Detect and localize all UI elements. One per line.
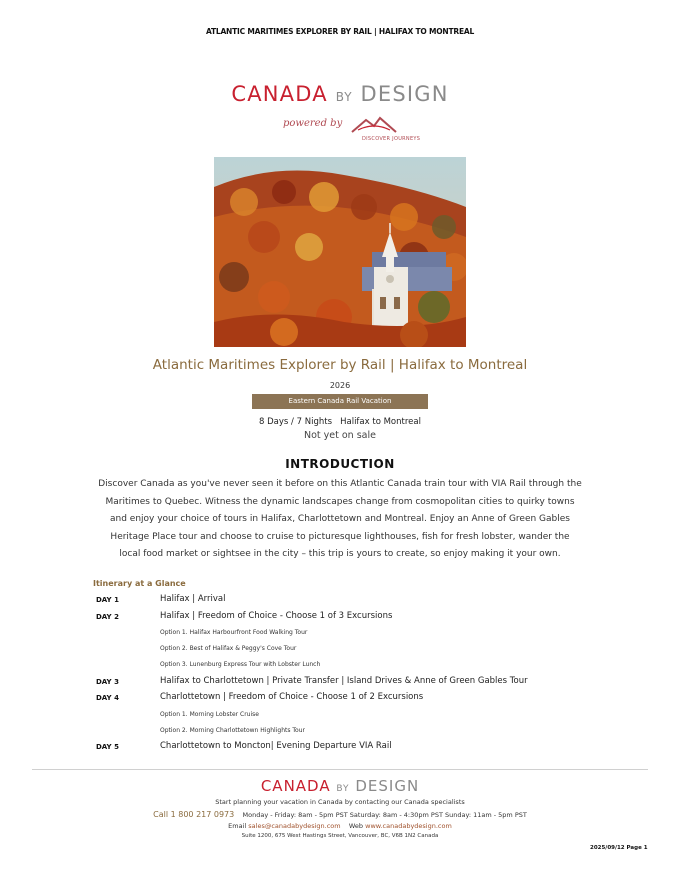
intro-line: Discover Canada as you've never seen it before on this Atlantic Canada train tour with VIA Rail through the xyxy=(98,479,582,489)
email-link[interactable]: sales@canadabydesign.com xyxy=(248,822,341,830)
intro-heading: INTRODUCTION xyxy=(285,457,395,471)
day-option: Option 1. Morning Lobster Cruise xyxy=(160,711,259,718)
brand-name-canada: CANADA xyxy=(231,82,328,106)
brand-name-by: BY xyxy=(335,90,353,104)
partner-name: DISCOVER JOURNEYS xyxy=(362,136,421,142)
day-label: DAY 2 xyxy=(96,613,119,621)
itinerary-heading: Itinerary at a Glance xyxy=(93,579,186,588)
intro-line: local food market or sightsee in the city – this trip is yours to create, so enjoy making it your own. xyxy=(119,549,561,559)
trip-route: Halifax to Montreal xyxy=(340,417,421,427)
intro-body xyxy=(92,476,588,564)
intro-line: Maritimes to Quebec. Witness the dynamic landscapes change from cosmopolitan cities to quirky towns xyxy=(105,496,575,507)
footer-address: Suite 1200, 675 West Hastings Street, Vancouver, BC, V6B 1N2 Canada xyxy=(241,833,439,839)
day-option: Option 1. Halifax Harbourfront Food Walking Tour xyxy=(160,629,308,636)
day-label: DAY 4 xyxy=(96,694,119,702)
hero-image xyxy=(214,157,466,347)
footer-divider xyxy=(32,769,648,770)
email-label: Email xyxy=(228,822,247,830)
trip-duration-route xyxy=(0,417,680,427)
trip-year: 2026 xyxy=(329,381,351,390)
brand-name-design: DESIGN xyxy=(360,82,449,106)
web-label: Web xyxy=(348,822,364,830)
footer-email-web xyxy=(0,822,680,830)
day-option: Option 3. Lunenburg Express Tour with Lobster Lunch xyxy=(160,661,321,668)
powered-by-text: powered by xyxy=(283,118,343,129)
partner-logo-mountain-icon xyxy=(350,114,398,134)
web-link[interactable]: www.canadabydesign.com xyxy=(365,822,452,830)
sale-status: Not yet on sale xyxy=(304,430,376,441)
call-link[interactable]: Call 1 800 217 0973 xyxy=(153,810,235,819)
office-hours: Monday - Friday: 8am - 5pm PST Saturday: 8am - 4:30pm PST Sunday: 11am - 5pm PST xyxy=(242,811,527,819)
day-label: DAY 5 xyxy=(96,743,119,751)
trip-category-badge: Eastern Canada Rail Vacation xyxy=(252,394,428,409)
brand-name-design: DESIGN xyxy=(355,777,420,795)
brand-name-by: BY xyxy=(336,784,350,794)
page-info: 2025/09/12 Page 1 xyxy=(590,845,648,851)
intro-line: Heritage Place tour and choose to cruise to picturesque lighthouses, fish for fresh lobster, wander the xyxy=(110,531,570,542)
footer-brand-logo xyxy=(0,777,680,795)
day-title: Charlottetown | Freedom of Choice - Choose 1 of 2 Excursions xyxy=(160,692,424,702)
day-label: DAY 1 xyxy=(96,596,119,604)
intro-line: and enjoy your choice of tours in Halifax, Charlottetown and Montreal. Enjoy an Anne of Green Gables xyxy=(110,514,570,524)
day-option: Option 2. Best of Halifax & Peggy's Cove Tour xyxy=(160,645,297,652)
footer-tagline: Start planning your vacation in Canada by contacting our Canada specialists xyxy=(215,798,465,806)
day-title: Halifax | Freedom of Choice - Choose 1 of 3 Excursions xyxy=(160,611,393,621)
footer-contact-hours xyxy=(0,810,680,819)
trip-title: Atlantic Maritimes Explorer by Rail | Halifax to Montreal xyxy=(152,357,528,373)
trip-duration: 8 Days / 7 Nights xyxy=(259,417,332,427)
day-title: Halifax to Charlottetown | Private Transfer | Island Drives & Anne of Green Gables Tour xyxy=(160,676,528,686)
day-title: Charlottetown to Moncton| Evening Departure VIA Rail xyxy=(160,741,392,751)
day-title: Halifax | Arrival xyxy=(160,594,226,604)
day-label: DAY 3 xyxy=(96,678,119,686)
document-header-title: ATLANTIC MARITIMES EXPLORER BY RAIL | HALIFAX TO MONTREAL xyxy=(205,27,475,36)
brand-name-canada: CANADA xyxy=(260,777,331,795)
brand-logo xyxy=(0,82,680,106)
autumn-hillside-church-image xyxy=(214,157,466,347)
day-option: Option 2. Morning Charlottetown Highlights Tour xyxy=(160,727,305,734)
